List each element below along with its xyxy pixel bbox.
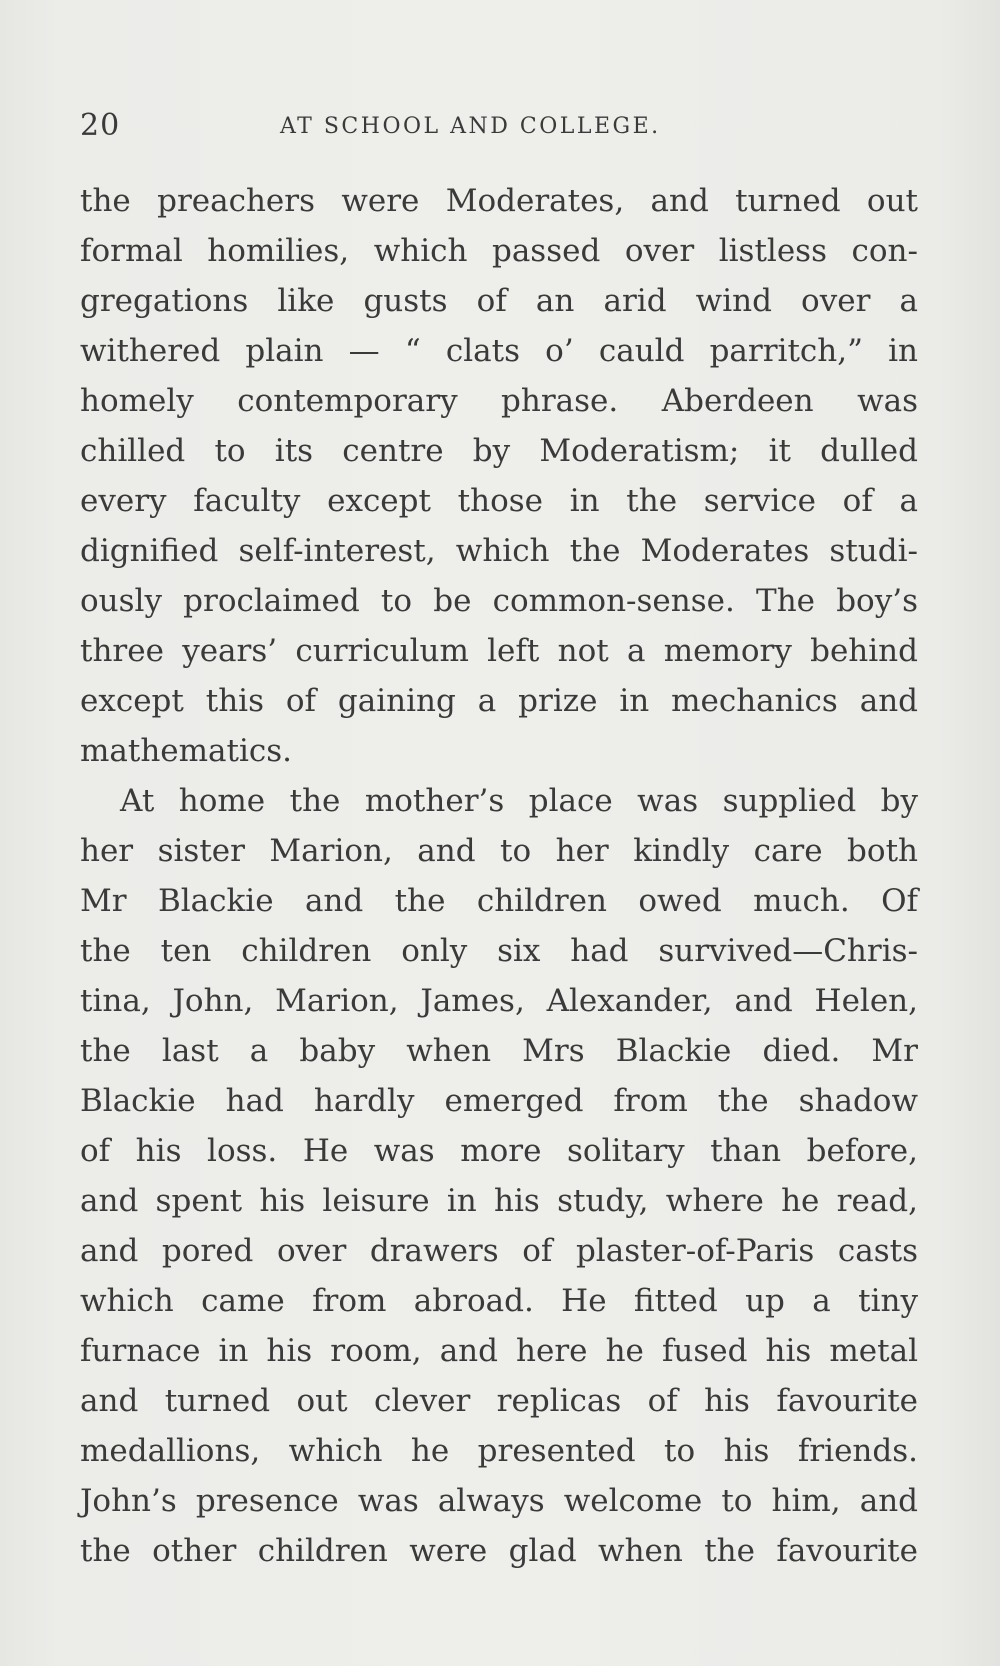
text-line: and turned out clever replicas of his favourite xyxy=(80,1383,918,1419)
text-line: At home the mother’s place was supplied by xyxy=(120,783,918,819)
text-line: the last a baby when Mrs Blackie died. Mr xyxy=(80,1033,918,1069)
text-line: the other children were glad when the favourite xyxy=(80,1533,918,1569)
running-head: AT SCHOOL AND COLLEGE. xyxy=(280,114,661,139)
text-line: medallions, which he presented to his friends. xyxy=(80,1433,918,1469)
text-line: homely contemporary phrase. Aberdeen was xyxy=(80,383,918,419)
text-line: except this of gaining a prize in mechanics and xyxy=(80,683,918,719)
text-line: chilled to its centre by Moderatism; it dulled xyxy=(80,433,918,469)
text-line: formal homilies, which passed over listless con- xyxy=(80,233,918,269)
text-line: tina, John, Marion, James, Alexander, and Helen, xyxy=(80,983,918,1019)
text-line: ously proclaimed to be common-sense. The boy’s xyxy=(80,583,918,619)
text-line: withered plain — “ clats o’ cauld parritch,” in xyxy=(80,333,918,369)
text-line: dignified self-interest, which the Moderates studi- xyxy=(80,533,918,569)
text-line: gregations like gusts of an arid wind over a xyxy=(80,283,918,319)
text-line: John’s presence was always welcome to him, and xyxy=(80,1483,918,1519)
text-line: Mr Blackie and the children owed much. Of xyxy=(80,883,918,919)
text-line: Blackie had hardly emerged from the shadow xyxy=(80,1083,918,1119)
text-line: the preachers were Moderates, and turned out xyxy=(80,183,918,219)
paragraph xyxy=(80,176,918,776)
body-text xyxy=(80,176,918,1576)
paragraph xyxy=(80,776,918,1576)
page-header xyxy=(80,108,920,148)
text-line: mathematics. xyxy=(80,733,293,769)
text-line: the ten children only six had survived—Chris- xyxy=(80,933,918,969)
page-number: 20 xyxy=(80,108,121,143)
text-line: every faculty except those in the service of a xyxy=(80,483,918,519)
text-line: and spent his leisure in his study, where he read, xyxy=(80,1183,918,1219)
text-line: three years’ curriculum left not a memory behind xyxy=(80,633,918,669)
text-line: her sister Marion, and to her kindly care both xyxy=(80,833,918,869)
text-line: and pored over drawers of plaster-of-Paris casts xyxy=(80,1233,918,1269)
text-line: of his loss. He was more solitary than before, xyxy=(80,1133,918,1169)
text-line: which came from abroad. He fitted up a tiny xyxy=(80,1283,918,1319)
text-line: furnace in his room, and here he fused his metal xyxy=(80,1333,918,1369)
